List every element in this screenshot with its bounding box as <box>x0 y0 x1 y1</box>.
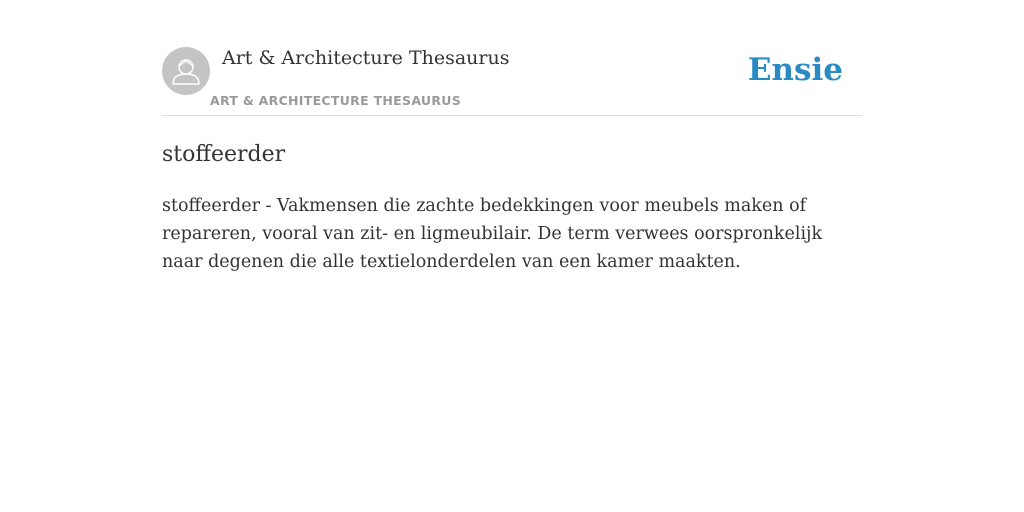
term-title: stoffeerder <box>162 142 286 167</box>
definition-text: stoffeerder - Vakmensen die zachte bedekkingen voor meubels maken of repareren, vooral van zit- en ligmeubilair. De term verwees oorspronkelijk naar degenen die alle textielonderdelen van een kamer maakten. <box>162 196 823 272</box>
author-name-link[interactable]: Art & Architecture Thesaurus <box>222 47 510 69</box>
user-outline-icon <box>162 47 210 95</box>
ensie-logo[interactable]: Ensie <box>747 52 843 88</box>
content-container <box>162 0 862 272</box>
source-label: ART & ARCHITECTURE THESAURUS <box>210 93 462 108</box>
avatar[interactable] <box>162 47 210 95</box>
entry-header <box>162 0 862 116</box>
